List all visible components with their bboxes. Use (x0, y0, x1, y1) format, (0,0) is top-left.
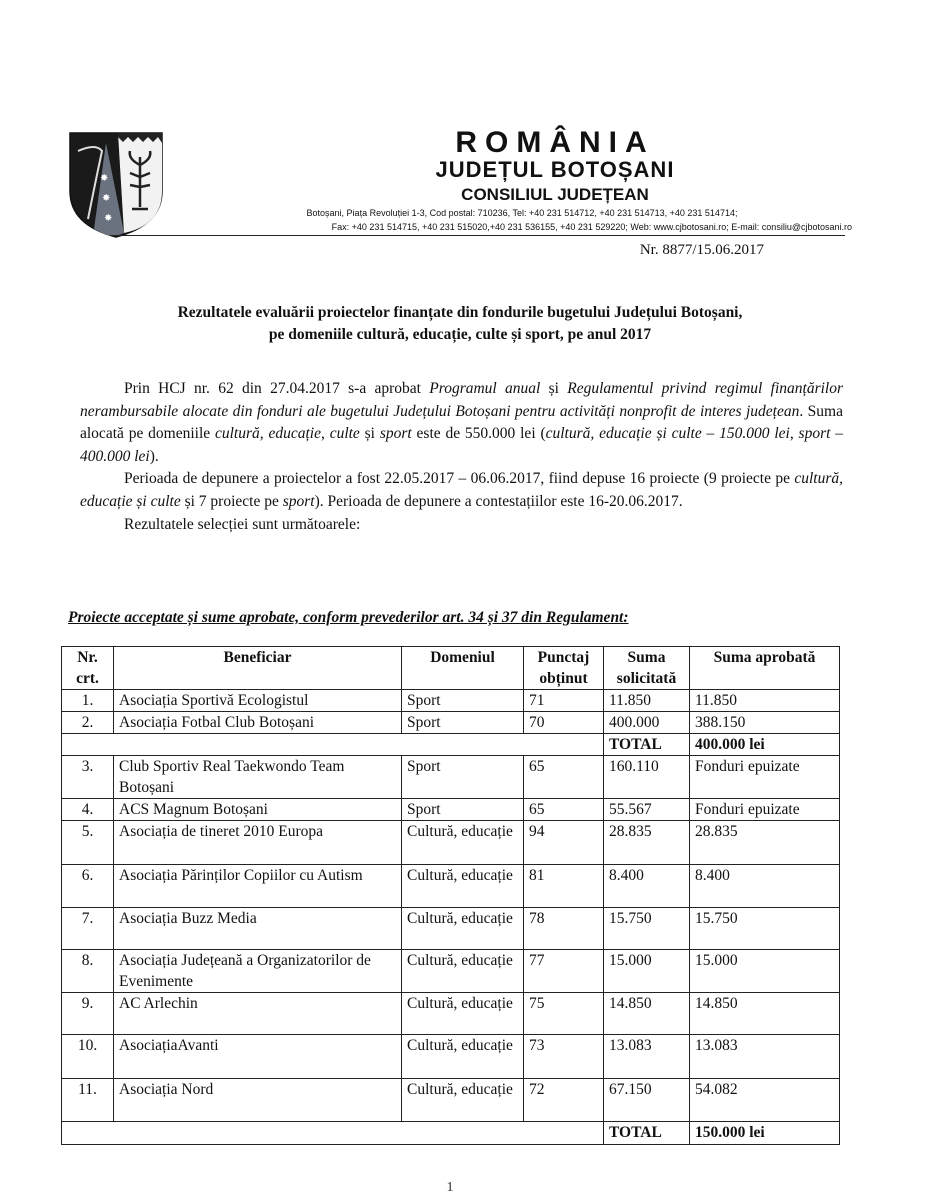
table-row (62, 821, 840, 865)
cell-suma-aprobata: 28.835 (690, 821, 840, 865)
cell-suma-solicitata: 14.850 (604, 993, 690, 1035)
cell-beneficiar: AC Arlechin (114, 993, 402, 1035)
cell-beneficiar: Asociația Nord (114, 1079, 402, 1122)
section-title: Proiecte acceptate și sume aprobate, conform prevederilor art. 34 și 37 din Regulament: (68, 609, 629, 626)
cell-punctaj: 73 (524, 1035, 604, 1079)
cell-nr: 6. (62, 865, 114, 908)
cell-punctaj: 75 (524, 993, 604, 1035)
cell-domeniul: Cultură, educație (402, 1035, 524, 1079)
cell-suma-solicitata: 55.567 (604, 799, 690, 821)
table-row (62, 1035, 840, 1079)
header-address: Botoșani, Piața Revoluției 1-3, Cod postal: 710236, Tel: +40 231 514712, +40 231 514713, +40 231 514714; (306, 208, 738, 218)
results-table (61, 646, 840, 1145)
cell-domeniul: Cultură, educație (402, 1079, 524, 1122)
cell-beneficiar: Asociația Sportivă Ecologistul (114, 690, 402, 712)
cell-beneficiar: Asociația Părinților Copiilor cu Autism (114, 865, 402, 908)
col-header-punctaj: Punctaj obținut (524, 647, 604, 690)
cell-nr: 8. (62, 950, 114, 993)
page-number: 1 (446, 1180, 454, 1195)
cell-nr: 2. (62, 712, 114, 734)
cell-beneficiar: ACS Magnum Botoșani (114, 799, 402, 821)
total-value: 400.000 lei (690, 734, 840, 756)
header-contact-line: Fax: +40 231 514715, +40 231 515020,+40 231 536155, +40 231 529220; Web: www.cjbotosani.ro; E-mail: consiliu@cjbotosani.ro (331, 222, 852, 232)
table-row (62, 712, 840, 734)
cell-domeniul: Cultură, educație (402, 950, 524, 993)
cell-nr: 9. (62, 993, 114, 1035)
cell-punctaj: 71 (524, 690, 604, 712)
header-divider (110, 235, 845, 236)
cell-punctaj: 65 (524, 799, 604, 821)
cell-beneficiar: Asociația Fotbal Club Botoșani (114, 712, 402, 734)
cell-suma-aprobata: 8.400 (690, 865, 840, 908)
cell-suma-solicitata: 160.110 (604, 756, 690, 799)
table-row (62, 865, 840, 908)
cell-domeniul: Sport (402, 712, 524, 734)
table-header-row (62, 647, 840, 690)
paragraph-2: Perioada de depunere a proiectelor a fost 22.05.2017 – 06.06.2017, fiind depuse 16 proiecte (9 proiecte pe cultură, educație și culte și 7 proiecte pe sport). Perioada de depunere a contestațiilor este 16-20.06.2017. (80, 470, 843, 510)
total-value: 150.000 lei (690, 1122, 840, 1145)
col-header-beneficiar: Beneficiar (114, 647, 402, 690)
cell-punctaj: 70 (524, 712, 604, 734)
cell-punctaj: 81 (524, 865, 604, 908)
paragraph-3: Rezultatele selecției sunt următoarele: (124, 515, 361, 533)
col-header-domeniul: Domeniul (402, 647, 524, 690)
cell-suma-solicitata: 13.083 (604, 1035, 690, 1079)
cell-suma-solicitata: 67.150 (604, 1079, 690, 1122)
document-number: Nr. 8877/15.06.2017 (639, 242, 764, 258)
cell-suma-aprobata: 14.850 (690, 993, 840, 1035)
cell-suma-solicitata: 15.000 (604, 950, 690, 993)
cell-domeniul: Cultură, educație (402, 865, 524, 908)
cell-punctaj: 65 (524, 756, 604, 799)
cell-nr: 10. (62, 1035, 114, 1079)
cell-beneficiar: Asociația Buzz Media (114, 908, 402, 950)
cell-suma-aprobata: 388.150 (690, 712, 840, 734)
paragraph-1: Prin HCJ nr. 62 din 27.04.2017 s-a aprobat Programul anual și Regulamentul privind regimul finanțărilor nerambursabile alocate din fonduri ale bugetului Județului Botoșani pentru activități nonprofit de interes județean. Suma alocată pe domeniile cultură, educație, culte și sport este de 550.000 lei (cultură, educație și culte – 150.000 lei, sport – 400.000 lei). (80, 380, 843, 465)
table-row (62, 799, 840, 821)
table-row (62, 950, 840, 993)
cell-nr: 7. (62, 908, 114, 950)
cell-punctaj: 94 (524, 821, 604, 865)
body-text (80, 378, 843, 536)
table-row (62, 1079, 840, 1122)
cell-domeniul: Sport (402, 756, 524, 799)
cell-suma-solicitata: 11.850 (604, 690, 690, 712)
total-label: TOTAL (604, 734, 690, 756)
table-row (62, 908, 840, 950)
cell-punctaj: 77 (524, 950, 604, 993)
cell-suma-solicitata: 400.000 (604, 712, 690, 734)
total-spacer (62, 734, 604, 756)
cell-beneficiar: Asociația de tineret 2010 Europa (114, 821, 402, 865)
cell-suma-aprobata: Fonduri epuizate (690, 756, 840, 799)
cell-suma-aprobata: Fonduri epuizate (690, 799, 840, 821)
svg-text:✸: ✸ (102, 193, 111, 204)
title-line-2: pe domeniile cultură, educație, culte și sport, pe anul 2017 (268, 326, 652, 343)
cell-domeniul: Cultură, educație (402, 821, 524, 865)
header-country: ROMÂNIA (455, 126, 655, 159)
cell-domeniul: Cultură, educație (402, 908, 524, 950)
svg-text:✸: ✸ (104, 213, 113, 224)
cell-suma-solicitata: 15.750 (604, 908, 690, 950)
cell-suma-solicitata: 8.400 (604, 865, 690, 908)
cell-nr: 11. (62, 1079, 114, 1122)
total-spacer (62, 1122, 604, 1145)
cell-suma-aprobata: 54.082 (690, 1079, 840, 1122)
cell-nr: 5. (62, 821, 114, 865)
cell-punctaj: 78 (524, 908, 604, 950)
header-council: CONSILIUL JUDEȚEAN (461, 185, 649, 204)
cell-nr: 1. (62, 690, 114, 712)
cell-suma-aprobata: 15.000 (690, 950, 840, 993)
cell-beneficiar: Asociația Județeană a Organizatorilor de Evenimente (114, 950, 402, 993)
svg-text:✸: ✸ (100, 173, 109, 184)
col-header-suma-solicitata: Suma solicitată (604, 647, 690, 690)
cell-beneficiar: Club Sportiv Real Taekwondo Team Botoșani (114, 756, 402, 799)
title-line-1: Rezultatele evaluării proiectelor finanțate din fondurile bugetului Județului Botoșani, (177, 304, 743, 321)
document-title (80, 302, 840, 346)
cell-domeniul: Sport (402, 799, 524, 821)
cell-suma-solicitata: 28.835 (604, 821, 690, 865)
cell-nr: 3. (62, 756, 114, 799)
header-county: JUDEȚUL BOTOȘANI (435, 157, 675, 182)
table-row (62, 756, 840, 799)
cell-beneficiar: AsociațiaAvanti (114, 1035, 402, 1079)
table-total-row-sport (62, 734, 840, 756)
table-row (62, 993, 840, 1035)
cell-domeniul: Cultură, educație (402, 993, 524, 1035)
col-header-suma-aprobata: Suma aprobată (690, 647, 840, 690)
table-row (62, 690, 840, 712)
cell-suma-aprobata: 11.850 (690, 690, 840, 712)
cell-punctaj: 72 (524, 1079, 604, 1122)
cell-suma-aprobata: 15.750 (690, 908, 840, 950)
col-header-nr: Nr. crt. (62, 647, 114, 690)
cell-suma-aprobata: 13.083 (690, 1035, 840, 1079)
total-label: TOTAL (604, 1122, 690, 1145)
cell-domeniul: Sport (402, 690, 524, 712)
cell-nr: 4. (62, 799, 114, 821)
table-total-row-cultura (62, 1122, 840, 1145)
